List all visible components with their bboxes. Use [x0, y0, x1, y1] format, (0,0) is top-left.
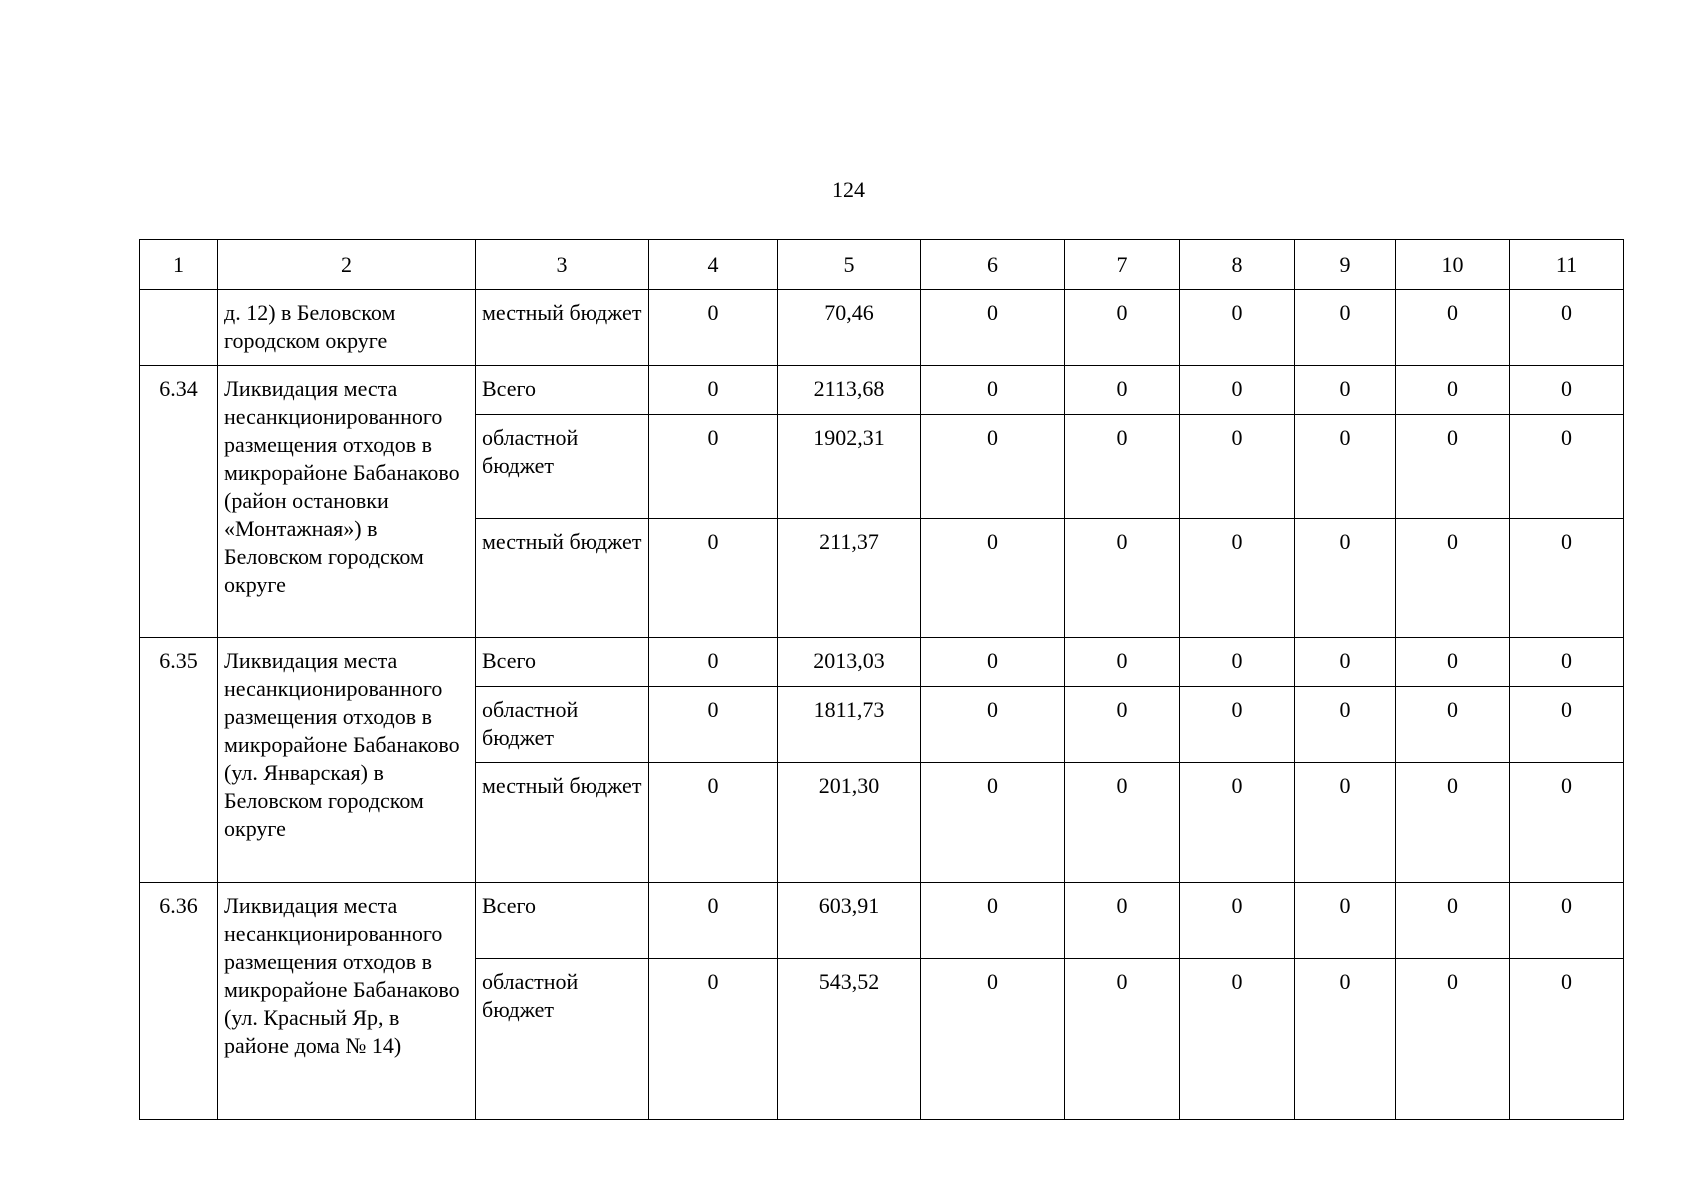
table-row: [140, 638, 1624, 687]
item-name: Ликвидация места несанкционированного размещения отходов в микрорайоне Бабанаково (район остановки «Монтажная») в Беловском городском округе: [218, 366, 476, 638]
col-header: 2: [218, 240, 476, 290]
value-cell: 0: [1396, 638, 1510, 687]
value-cell: 0: [1180, 687, 1295, 763]
value-cell: 0: [1180, 519, 1295, 638]
value-cell: 543,52: [778, 959, 921, 1120]
value-cell: 0: [921, 959, 1065, 1120]
funding-source: областной бюджет: [476, 959, 649, 1120]
col-header: 9: [1295, 240, 1396, 290]
value-cell: 0: [1396, 519, 1510, 638]
value-cell: 0: [1396, 763, 1510, 883]
item-name: д. 12) в Беловском городском округе: [218, 290, 476, 366]
row-number-cell: [140, 290, 218, 366]
value-cell: 70,46: [778, 290, 921, 366]
value-cell: 0: [1295, 687, 1396, 763]
value-cell: 0: [1295, 638, 1396, 687]
value-cell: 0: [921, 763, 1065, 883]
value-cell: 1902,31: [778, 415, 921, 519]
item-number: 6.36: [140, 883, 218, 1120]
value-cell: 0: [649, 638, 778, 687]
col-header: 4: [649, 240, 778, 290]
value-cell: 0: [1065, 290, 1180, 366]
value-cell: 2013,03: [778, 638, 921, 687]
table-row: [140, 366, 1624, 415]
value-cell: 0: [1180, 415, 1295, 519]
value-cell: 0: [1180, 959, 1295, 1120]
funding-source: местный бюджет: [476, 290, 649, 366]
item-name: Ликвидация места несанкционированного размещения отходов в микрорайоне Бабанаково (ул. Январская) в Беловском городском округе: [218, 638, 476, 883]
value-cell: 1811,73: [778, 687, 921, 763]
value-cell: 0: [1396, 366, 1510, 415]
value-cell: 0: [921, 290, 1065, 366]
value-cell: 0: [1065, 883, 1180, 959]
col-header: 5: [778, 240, 921, 290]
value-cell: 0: [1396, 959, 1510, 1120]
value-cell: 0: [1065, 519, 1180, 638]
funding-source: областной бюджет: [476, 687, 649, 763]
value-cell: 0: [1510, 638, 1624, 687]
value-cell: 0: [649, 415, 778, 519]
value-cell: 0: [649, 763, 778, 883]
value-cell: 0: [1510, 366, 1624, 415]
value-cell: 0: [649, 290, 778, 366]
value-cell: 0: [1510, 687, 1624, 763]
value-cell: 0: [1510, 519, 1624, 638]
value-cell: 0: [1295, 415, 1396, 519]
value-cell: 0: [1396, 883, 1510, 959]
funding-source: Всего: [476, 883, 649, 959]
budget-table: [139, 239, 1624, 1120]
value-cell: 0: [1180, 883, 1295, 959]
value-cell: 0: [1510, 883, 1624, 959]
value-cell: 0: [649, 366, 778, 415]
value-cell: 2113,68: [778, 366, 921, 415]
funding-source: Всего: [476, 366, 649, 415]
value-cell: 0: [921, 687, 1065, 763]
item-number: 6.35: [140, 638, 218, 883]
value-cell: 0: [1065, 415, 1180, 519]
value-cell: 0: [1065, 959, 1180, 1120]
col-header: 6: [921, 240, 1065, 290]
value-cell: 201,30: [778, 763, 921, 883]
value-cell: 0: [1510, 959, 1624, 1120]
item-name: Ликвидация места несанкционированного размещения отходов в микрорайоне Бабанаково (ул. Красный Яр, в районе дома № 14): [218, 883, 476, 1120]
col-header: 3: [476, 240, 649, 290]
item-number: 6.34: [140, 366, 218, 638]
value-cell: 0: [1180, 290, 1295, 366]
value-cell: 0: [921, 415, 1065, 519]
value-cell: 0: [1510, 290, 1624, 366]
value-cell: 0: [1396, 687, 1510, 763]
value-cell: 0: [1295, 519, 1396, 638]
col-header: 1: [140, 240, 218, 290]
table-row: [140, 883, 1624, 959]
value-cell: 0: [1065, 763, 1180, 883]
col-header: 10: [1396, 240, 1510, 290]
value-cell: 0: [1180, 366, 1295, 415]
col-header: 7: [1065, 240, 1180, 290]
value-cell: 0: [1295, 290, 1396, 366]
value-cell: 0: [1396, 415, 1510, 519]
value-cell: 0: [1065, 687, 1180, 763]
funding-source: областной бюджет: [476, 415, 649, 519]
funding-source: местный бюджет: [476, 519, 649, 638]
page-number: 124: [832, 177, 865, 202]
value-cell: 0: [649, 519, 778, 638]
value-cell: 0: [921, 638, 1065, 687]
funding-source: местный бюджет: [476, 763, 649, 883]
value-cell: 0: [921, 366, 1065, 415]
col-header: 8: [1180, 240, 1295, 290]
value-cell: 0: [1180, 763, 1295, 883]
value-cell: 0: [1295, 763, 1396, 883]
value-cell: 0: [649, 959, 778, 1120]
value-cell: 0: [1295, 959, 1396, 1120]
value-cell: 0: [649, 687, 778, 763]
value-cell: 0: [1295, 883, 1396, 959]
value-cell: 0: [1065, 638, 1180, 687]
funding-source: Всего: [476, 638, 649, 687]
value-cell: 0: [1295, 366, 1396, 415]
value-cell: 0: [1510, 415, 1624, 519]
col-header: 11: [1510, 240, 1624, 290]
value-cell: 0: [1396, 290, 1510, 366]
table-row: [140, 290, 1624, 366]
value-cell: 0: [921, 519, 1065, 638]
value-cell: 0: [1180, 638, 1295, 687]
value-cell: 0: [1510, 763, 1624, 883]
header-row: [140, 240, 1624, 290]
value-cell: 211,37: [778, 519, 921, 638]
value-cell: 0: [649, 883, 778, 959]
value-cell: 0: [1065, 366, 1180, 415]
value-cell: 0: [921, 883, 1065, 959]
value-cell: 603,91: [778, 883, 921, 959]
